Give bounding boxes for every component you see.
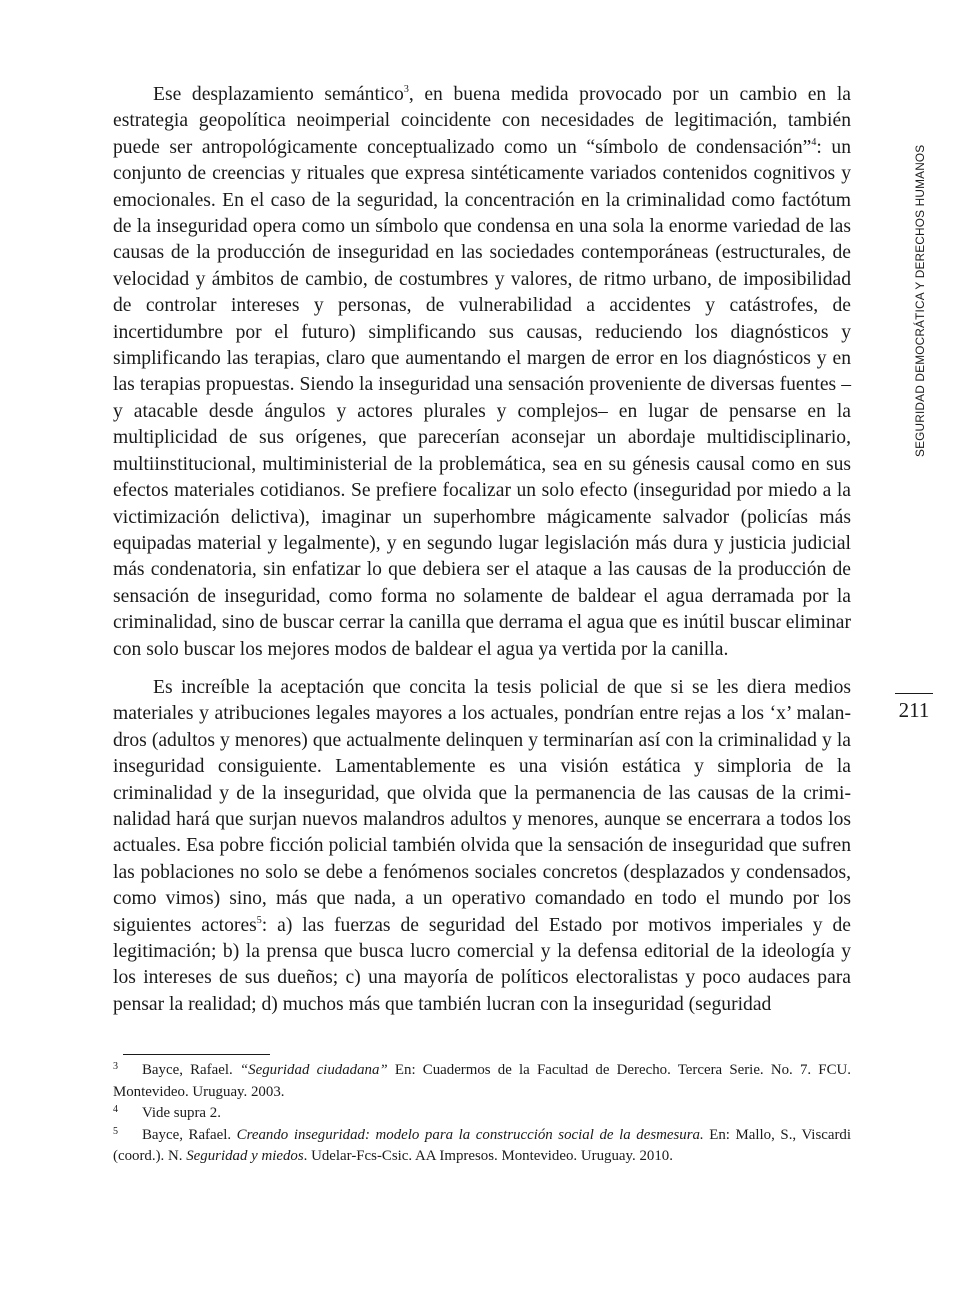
footnote-reference: 5 [256, 914, 262, 926]
text-run: Ese desplazamiento semántico [153, 84, 404, 105]
text-run: Bayce, Rafael. [142, 1126, 237, 1143]
page-number-rule [895, 693, 933, 694]
main-text [113, 82, 851, 1018]
text-run: : un conjunto de creencias y rituales que expresa sintéticamente variados contenidos cognitivos y emocionales. En el caso de la seguridad, la concentración en la criminalidad como factótum de la inseguridad opera como un símbolo que condensa en una sola la enorme variedad de las causas de la producción de inseguridad en las sociedades contemporáneas (estructurales, de velocidad y ámbitos de cambio, de costumbres y valores, de ritmo urbano, de imposibilidad de controlar intereses y personas, de vulnerabilidad a accidentes y catástrofes, de incertidumbre por el futuro) simplificando sus causas, reduciendo los diagnósticos y simplificando las terapias, claro que aumentando el margen de error en los diagnósticos y en las terapias propuestas. Siendo la inseguridad una sensación proveniente de diversas fuentes –y atacable desde ángulos y actores plurales y complejos– en lugar de pensarse en la multiplicidad de sus orígenes, que parecerían aconsejar un abordaje multidisciplinario, multiinstitucional, multiministerial de la problemática, sea en su génesis causal como en sus efectos materiales cotidianos. Se prefiere focalizar un solo efecto (inseguridad por miedo a la victimización delictiva), imaginar un superhombre mágicamente salvador (policías más equipadas material y legalmente), y en segundo lugar legislación más dura y justicia judicial más condenatoria, sin enfatizar lo que debiera ser el ataque a las causas de la producción de sensación de inseguridad, como forma no solamente de baldear el agua derramada por la criminalidad, sino de buscar cerrar la canilla que derrama el agua que es inútil buscar eliminar con solo buscar los mejores modos de baldear el agua ya vertida por la canilla. [113, 136, 851, 660]
footnote-reference: 3 [403, 84, 409, 95]
italic-title: Creando inseguridad: modelo para la construcción social de la desmesura. [236, 1126, 704, 1143]
italic-title: “Seguridad ciudadana” [239, 1062, 388, 1078]
running-head: SEGURIDAD DEMOCRÁTICA Y DERECHOS HUMANOS [913, 144, 927, 457]
page-number: 211 [898, 698, 930, 722]
text-run: Bayce, Rafael. [142, 1062, 240, 1078]
paragraph [113, 82, 851, 663]
text-run: , en buena medida provocado por un cambio en la estrategia geopolítica neoimperial coincidente con necesidades de legitimación, también puede ser antropológicamente conceptualizado como un “símbolo de condensación” [113, 84, 851, 158]
footnote-reference: 4 [811, 136, 817, 148]
text-run: . Udelar-Fcs-Csic. AA Impresos. Montevideo. Uruguay. 2010. [303, 1148, 673, 1165]
italic-title: Seguridad y miedos [186, 1148, 304, 1165]
footnote: 5 Bayce, Rafael. Creando inseguridad: modelo para la construcción social de la desmesura. En: Mallo, S., Viscardi (coord.). N. Seguridad y miedos. Udelar-Fcs-Csic. AA Impresos. Montevideo. Uruguay. 2010. [113, 1125, 851, 1165]
text-run: En: Cuadermos de la Facultad de Derecho. Tercera Serie. No. 7. FCU. Montevideo. Uruguay. 2003. [113, 1062, 851, 1100]
text-run: En: Mallo, S., Viscardi (coord.). N. [113, 1126, 851, 1165]
footnote: 4 Vide supra 2. [113, 1104, 221, 1122]
paragraph [113, 675, 851, 1018]
text-run: : a) las fuerzas de seguridad del Estado por motivos imperiales y de legitimación; b) la prensa que busca lucro comercial y la defensa editorial de la ideología y los intereses de sus dueños; c) una mayoría de políticos electoralistas y poco audaces para pensar la realidad; d) muchos más que también lucran con la inseguridad (seguridad [113, 914, 851, 1015]
footnote-separator [123, 1054, 270, 1055]
footnotes [113, 1060, 851, 1168]
footnote: 3 Bayce, Rafael. “Seguridad ciudadana” En: Cuadermos de la Facultad de Derecho. Tercera Serie. No. 7. FCU. Montevideo. Uruguay. 2003. [113, 1061, 851, 1100]
text-run: Es increíble la aceptación que concita la tesis policial de que si se les diera medios materiales y atribuciones legales mayores a los actuales, pondrían entre rejas a los ‘x’ malandros (adultos y menores) que actualmente delinquen y terminarían así con la criminalidad y la inseguridad consiguiente. Lamentablemente es una visión estática y simploria de la criminalidad y de la inseguridad, que olvida que la permanencia de las causas de la criminalidad hará que surjan nuevos malandros adultos y menores, aunque se encerrara a todos los actuales. Esa pobre ficción policial también olvida que la sensación de inseguridad que sufren las poblaciones no solo se debe a fenómenos sociales concretos (desplazados y condensados, como vimos) sino, más que nada, a un operativo comandado en todo el mundo por los siguientes actores [113, 676, 851, 936]
text-run: Vide supra 2. [142, 1105, 221, 1122]
